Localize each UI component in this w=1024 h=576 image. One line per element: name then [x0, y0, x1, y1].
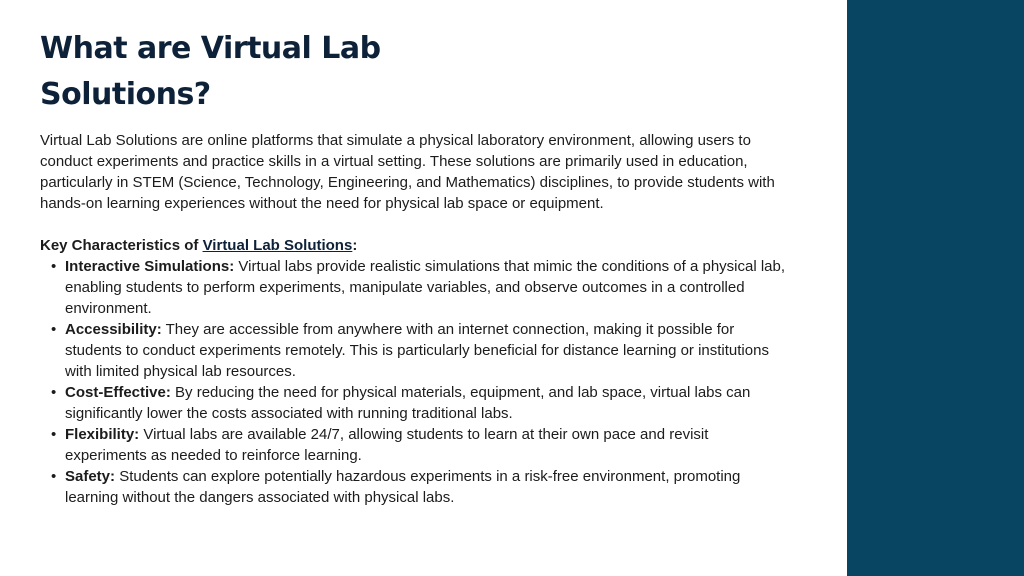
- feature-text: Virtual labs are available 24/7, allowing students to learn at their own pace and revisit experiments as needed to reinforce learning.: [65, 426, 709, 464]
- feature-text: Virtual labs provide realistic simulations that mimic the conditions of a physical lab, enabling students to perform experiments, manipulate variables, and observe outcomes in a controlled environment.: [65, 258, 786, 317]
- feature-text: Students can explore potentially hazardous experiments in a risk-free environment, promoting learning without the dangers associated with physical labs.: [65, 468, 741, 506]
- key-heading-prefix: Key Characteristics of: [40, 237, 203, 254]
- feature-term: Flexibility:: [65, 426, 140, 443]
- bullet-icon: •: [51, 321, 57, 338]
- list-item: [51, 424, 790, 466]
- feature-text: By reducing the need for physical materials, equipment, and lab space, virtual labs can significantly lower the costs associated with running traditional labs.: [65, 384, 751, 422]
- bullet-icon: •: [51, 426, 57, 443]
- feature-term: Safety:: [65, 468, 116, 485]
- feature-term: Cost-Effective:: [65, 384, 171, 401]
- virtual-lab-solutions-link[interactable]: Virtual Lab Solutions: [202, 237, 353, 254]
- bullet-icon: •: [51, 468, 57, 485]
- feature-term: Accessibility:: [65, 321, 162, 338]
- intro-paragraph: Virtual Lab Solutions are online platforms that simulate a physical laboratory environment, allowing users to conduct experiments and practice skills in a virtual setting. These solutions are primarily used in education, particularly in STEM (Science, Technology, Engineering, and Mathematics) disciplines, to provide students with hands-on learning experiences without the need for physical lab space or equipment.: [40, 132, 775, 212]
- bullet-icon: •: [51, 258, 57, 275]
- list-item: [51, 466, 790, 508]
- feature-text: They are accessible from anywhere with an internet connection, making it possible for students to conduct experiments remotely. This is particularly beneficial for distance learning or institutions with limited physical lab resources.: [65, 321, 769, 380]
- list-item: [51, 319, 790, 382]
- bullet-icon: •: [51, 384, 57, 401]
- list-item: [51, 382, 790, 424]
- list-item: [51, 256, 790, 319]
- key-characteristics-heading: [40, 235, 800, 256]
- feature-term: Interactive Simulations:: [65, 258, 235, 275]
- feature-list: [40, 256, 800, 508]
- slide-content: [40, 26, 800, 508]
- page-title: What are Virtual Lab Solutions?: [40, 31, 381, 112]
- key-heading-suffix: :: [352, 237, 358, 254]
- side-panel: [847, 0, 1024, 576]
